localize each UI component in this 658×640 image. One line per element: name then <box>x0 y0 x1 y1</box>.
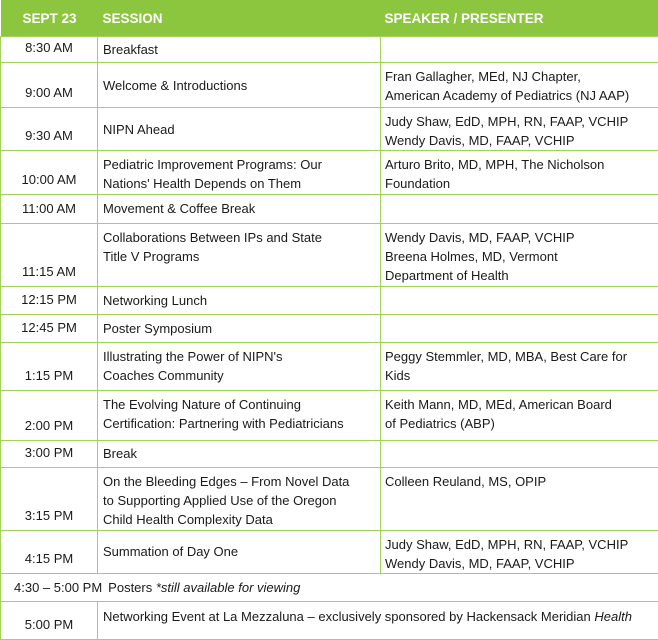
text-line: Fran Gallagher, MEd, NJ Chapter, <box>385 69 581 85</box>
text-line: Kids <box>385 367 411 383</box>
speaker-cell <box>381 530 658 574</box>
agenda-row <box>1 467 658 530</box>
text-line: Department of Health <box>385 268 509 284</box>
text-line: Arturo Brito, MD, MPH, The Nicholson <box>385 157 605 173</box>
speaker-cell <box>381 440 658 467</box>
time-cell: 8:30 AM <box>1 37 98 63</box>
text-line: Wendy Davis, MD, FAAP, VCHIP <box>385 132 575 148</box>
text-line: Foundation <box>385 176 451 192</box>
session-cell: Summation of Day One <box>98 530 381 574</box>
text-line: Title V Programs <box>103 249 200 265</box>
speaker-cell <box>381 63 658 108</box>
agenda-row <box>1 342 658 391</box>
agenda-row <box>1 530 658 574</box>
text-line: Judy Shaw, EdD, MPH, RN, FAAP, VCHIP <box>385 536 629 552</box>
text-line: Wendy Davis, MD, FAAP, VCHIP <box>385 555 575 571</box>
text-line: The Evolving Nature of Continuing <box>103 397 302 413</box>
session-cell <box>98 342 381 391</box>
time-cell: 11:15 AM <box>1 224 98 287</box>
time-cell: 4:15 PM <box>1 530 98 574</box>
speaker-cell <box>381 224 658 287</box>
time-cell: 12:45 PM <box>1 315 98 342</box>
networking-row <box>1 602 658 640</box>
time-cell: 3:15 PM <box>1 467 98 530</box>
text-line: Wendy Davis, MD, FAAP, VCHIP <box>385 230 575 246</box>
agenda-row <box>1 286 658 314</box>
text-line: American Academy of Pediatrics (NJ AAP) <box>385 88 630 104</box>
speaker-cell <box>381 151 658 195</box>
text-line: Colleen Reuland, MS, OPIP <box>385 473 547 489</box>
header-date: SEPT 23 <box>1 0 98 37</box>
header-speaker: SPEAKER / PRESENTER <box>381 0 658 37</box>
agenda-row <box>1 224 658 287</box>
header-row <box>1 0 658 37</box>
time-cell: 12:15 PM <box>1 286 98 314</box>
speaker-cell <box>381 37 658 63</box>
agenda-row <box>1 37 658 63</box>
networking-text: Networking Event at La Mezzaluna – exclusively sponsored by Hackensack Meridian <box>103 609 595 625</box>
sponsor-name: Health <box>594 609 632 625</box>
text-line: to Supporting Applied Use of the Oregon <box>103 492 337 508</box>
session-cell: Welcome & Introductions <box>98 63 381 108</box>
text-line: Coaches Community <box>103 367 224 383</box>
session-cell: Networking Lunch <box>98 286 381 314</box>
networking-cell <box>98 602 658 640</box>
text-line: Collaborations Between IPs and State <box>103 230 322 246</box>
text-line: Keith Mann, MD, MEd, American Board <box>385 397 612 413</box>
posters-row <box>1 574 658 602</box>
session-cell <box>98 224 381 287</box>
agenda-row <box>1 194 658 223</box>
text-line: of Pediatrics (ABP) <box>385 416 495 432</box>
time-cell: 9:30 AM <box>1 107 98 151</box>
session-cell <box>98 391 381 441</box>
agenda-row <box>1 107 658 151</box>
text-line: Breena Holmes, MD, Vermont <box>385 249 558 265</box>
text-line: Peggy Stemmler, MD, MBA, Best Care for <box>385 348 628 364</box>
time-cell: 3:00 PM <box>1 440 98 467</box>
posters-cell <box>1 574 658 602</box>
time-cell: 5:00 PM <box>1 602 98 640</box>
time-cell: 11:00 AM <box>1 194 98 223</box>
speaker-cell <box>381 315 658 342</box>
speaker-cell <box>381 342 658 391</box>
time-cell: 9:00 AM <box>1 63 98 108</box>
session-cell: Breakfast <box>98 37 381 63</box>
text-line: Nations' Health Depends on Them <box>103 176 302 192</box>
posters-time: 4:30 – 5:00 PM <box>14 580 103 596</box>
posters-note: *still available for viewing <box>155 580 301 596</box>
speaker-cell <box>381 107 658 151</box>
text-line: Illustrating the Power of NIPN's <box>103 348 283 364</box>
posters-label: Posters <box>108 580 156 596</box>
agenda-row <box>1 440 658 467</box>
session-cell: NIPN Ahead <box>98 107 381 151</box>
time-cell: 2:00 PM <box>1 391 98 441</box>
session-cell: Break <box>98 440 381 467</box>
time-cell: 10:00 AM <box>1 151 98 195</box>
session-cell <box>98 467 381 530</box>
header-session: SESSION <box>98 0 381 37</box>
text-line: Judy Shaw, EdD, MPH, RN, FAAP, VCHIP <box>385 113 629 129</box>
text-line: Child Health Complexity Data <box>103 511 273 527</box>
agenda-row <box>1 63 658 108</box>
session-cell: Poster Symposium <box>98 315 381 342</box>
agenda-row <box>1 391 658 441</box>
speaker-cell <box>381 467 658 530</box>
text-line: Pediatric Improvement Programs: Our <box>103 157 322 173</box>
speaker-cell <box>381 286 658 314</box>
text-line: Certification: Partnering with Pediatricians <box>103 416 344 432</box>
agenda-row <box>1 315 658 342</box>
session-cell: Movement & Coffee Break <box>98 194 381 223</box>
time-cell: 1:15 PM <box>1 342 98 391</box>
agenda-body <box>1 37 658 640</box>
speaker-cell <box>381 194 658 223</box>
session-cell <box>98 151 381 195</box>
speaker-cell <box>381 391 658 441</box>
text-line: On the Bleeding Edges – From Novel Data <box>103 473 350 489</box>
agenda-row <box>1 151 658 195</box>
